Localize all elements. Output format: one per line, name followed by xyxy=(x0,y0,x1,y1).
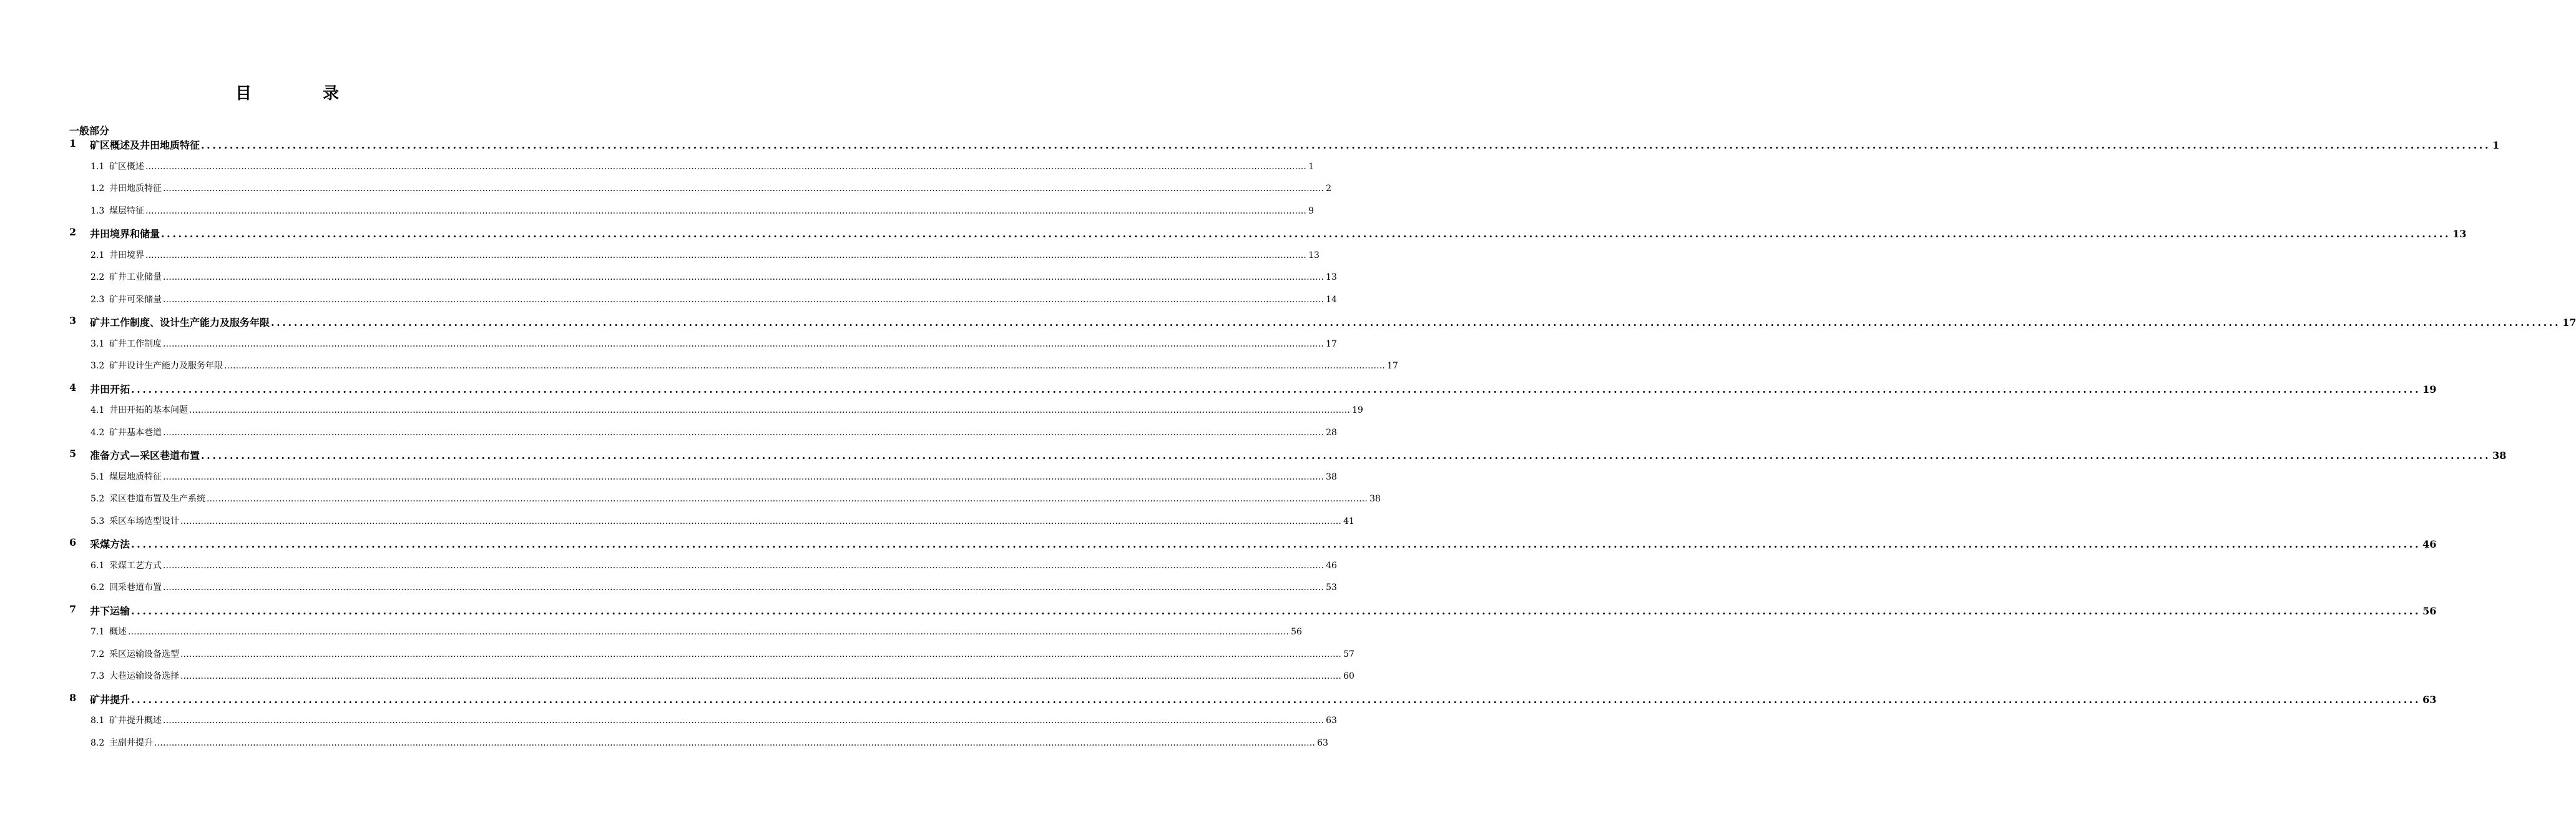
toc-chapter-row[interactable] xyxy=(0,448,2507,462)
toc-page-number: 38 xyxy=(1369,494,1381,504)
toc-entry-number: 4 xyxy=(69,381,77,393)
toc-page-number: 60 xyxy=(1343,671,1354,681)
toc-entry-title: 煤层地质特征 xyxy=(109,471,162,482)
toc-chapter-row[interactable] xyxy=(0,137,2500,152)
toc-entry-number: 1.1 xyxy=(91,161,105,172)
toc-section-row[interactable] xyxy=(0,403,1363,416)
toc-section-row[interactable] xyxy=(0,559,1337,571)
section-heading: 一般部分 xyxy=(69,125,110,137)
toc-dot-leader: ................................................................................................................................................................................................................................................................................................................................................................................................................ xyxy=(163,427,1325,438)
toc-entry-number: 8 xyxy=(69,691,77,704)
toc-page-number: 63 xyxy=(2422,693,2437,706)
toc-entry-title: 概述 xyxy=(109,627,127,637)
toc-page-number: 38 xyxy=(1326,471,1337,482)
toc-chapter-row[interactable] xyxy=(0,381,2437,396)
toc-entry-number: 8.2 xyxy=(91,737,105,748)
toc-page-number: 17 xyxy=(1326,338,1337,349)
toc-section-row[interactable] xyxy=(0,160,1314,172)
toc-section-row[interactable] xyxy=(0,270,1337,283)
toc-entry-title: 主副井提升 xyxy=(109,737,153,748)
toc-dot-leader: ................................................................................................................................................................................................................................................................................................................................................................................................................ xyxy=(161,228,2451,240)
toc-dot-leader: ................................................................................................................................................................................................................................................................................................................................................................................................................ xyxy=(163,338,1325,349)
toc-entry-title: 大巷运输设备选择 xyxy=(109,671,179,681)
toc-entry-title: 矿井设计生产能力及服务年限 xyxy=(109,361,223,371)
toc-entry-number: 2 xyxy=(69,226,77,238)
toc-dot-leader: ................................................................................................................................................................................................................................................................................................................................................................................................................ xyxy=(180,516,1342,526)
toc-entry-number: 7 xyxy=(69,603,77,615)
toc-page-number: 56 xyxy=(2422,604,2437,617)
toc-section-row[interactable] xyxy=(0,736,1328,749)
toc-section-row[interactable] xyxy=(0,492,1381,505)
toc-entry-number: 1.2 xyxy=(91,184,105,194)
toc-entry-number: 6.1 xyxy=(91,560,105,571)
toc-dot-leader: ................................................................................................................................................................................................................................................................................................................................................................................................................ xyxy=(145,250,1307,260)
toc-page-number: 38 xyxy=(2492,450,2507,461)
toc-entry-title: 井田境界和储量 xyxy=(90,228,160,240)
toc-entry-title: 矿区概述 xyxy=(109,161,144,172)
toc-entry-number: 5 xyxy=(69,448,77,460)
toc-entry-number: 6 xyxy=(69,536,77,548)
toc-dot-leader: ................................................................................................................................................................................................................................................................................................................................................................................................................ xyxy=(180,671,1342,681)
toc-entry-number: 1.3 xyxy=(91,205,105,216)
toc-section-row[interactable] xyxy=(0,470,1337,483)
toc-page-number: 13 xyxy=(1308,250,1320,260)
toc-entry-title: 矿井提升概述 xyxy=(109,716,162,726)
toc-page-number: 19 xyxy=(2422,383,2437,395)
toc-dot-leader: ................................................................................................................................................................................................................................................................................................................................................................................................................ xyxy=(207,494,1368,504)
toc-section-row[interactable] xyxy=(0,337,1337,350)
toc-entry-title: 井田地质特征 xyxy=(109,184,162,194)
toc-entry-title: 矿井可采储量 xyxy=(109,294,162,305)
toc-entry-title: 采煤方法 xyxy=(90,538,130,550)
toc-entry-title: 采区运输设备选型 xyxy=(109,649,179,659)
toc-dot-leader: ................................................................................................................................................................................................................................................................................................................................................................................................................ xyxy=(163,560,1325,571)
toc-entry-title: 采区巷道布置及生产系统 xyxy=(109,494,205,504)
toc-section-row[interactable] xyxy=(0,182,1331,194)
toc-entry-number: 6.2 xyxy=(91,583,105,593)
toc-page-number: 63 xyxy=(1317,737,1328,748)
toc-dot-leader: ................................................................................................................................................................................................................................................................................................................................................................................................................ xyxy=(180,649,1342,659)
toc-section-row[interactable] xyxy=(0,625,1302,638)
toc-section-row[interactable] xyxy=(0,714,1337,726)
toc-entry-number: 7.2 xyxy=(91,649,105,659)
toc-entry-number: 2.3 xyxy=(91,294,105,305)
toc-page-number: 9 xyxy=(1308,205,1314,216)
toc-entry-number: 3.1 xyxy=(91,338,105,349)
toc-page-number: 46 xyxy=(1326,560,1337,571)
toc-page-number: 56 xyxy=(1291,627,1302,637)
toc-entry-title: 煤层特征 xyxy=(109,205,144,216)
toc-chapter-row[interactable] xyxy=(0,691,2437,706)
toc-section-row[interactable] xyxy=(0,293,1337,305)
toc-entry-title: 矿区概述及井田地质特征 xyxy=(90,139,200,151)
toc-dot-leader: ................................................................................................................................................................................................................................................................................................................................................................................................................ xyxy=(163,471,1325,482)
toc-entry-title: 井田开拓的基本问题 xyxy=(109,405,188,415)
page-title: 目 录 xyxy=(235,84,366,103)
toc-page-number: 17 xyxy=(2562,317,2576,328)
toc-dot-leader: ................................................................................................................................................................................................................................................................................................................................................................................................................ xyxy=(145,161,1307,172)
toc-dot-leader: ................................................................................................................................................................................................................................................................................................................................................................................................................ xyxy=(131,383,2421,395)
toc-page-number: 41 xyxy=(1343,516,1354,526)
toc-entry-number: 7.3 xyxy=(91,671,105,681)
toc-entry-title: 矿井工作制度、设计生产能力及服务年限 xyxy=(90,317,270,328)
toc-dot-leader: ................................................................................................................................................................................................................................................................................................................................................................................................................ xyxy=(131,604,2421,617)
toc-entry-number: 7.1 xyxy=(91,627,105,637)
toc-entry-title: 井田境界 xyxy=(109,250,144,260)
toc-entry-number: 5.2 xyxy=(91,494,105,504)
toc-entry-number: 4.1 xyxy=(91,405,105,415)
toc-dot-leader: ................................................................................................................................................................................................................................................................................................................................................................................................................ xyxy=(128,627,1290,637)
toc-entry-title: 井田开拓 xyxy=(90,383,130,395)
toc-chapter-row[interactable] xyxy=(0,226,2467,240)
toc-dot-leader: ................................................................................................................................................................................................................................................................................................................................................................................................................ xyxy=(201,450,2491,461)
toc-dot-leader: ................................................................................................................................................................................................................................................................................................................................................................................................................ xyxy=(201,139,2491,151)
toc-dot-leader: ................................................................................................................................................................................................................................................................................................................................................................................................................ xyxy=(163,272,1325,282)
toc-dot-leader: ................................................................................................................................................................................................................................................................................................................................................................................................................ xyxy=(163,716,1325,726)
toc-page-number: 53 xyxy=(1326,583,1337,593)
toc-page-number: 13 xyxy=(1326,272,1337,282)
toc-entry-title: 准备方式—采区巷道布置 xyxy=(90,450,200,461)
toc-entry-number: 8.1 xyxy=(91,716,105,726)
toc-entry-number: 3.2 xyxy=(91,361,105,371)
toc-section-row[interactable] xyxy=(0,669,1354,682)
toc-entry-number: 1 xyxy=(69,137,77,149)
toc-entry-title: 采煤工艺方式 xyxy=(109,560,162,571)
toc-chapter-row[interactable] xyxy=(0,315,2576,329)
toc-section-row[interactable] xyxy=(0,204,1314,217)
toc-entry-title: 矿井提升 xyxy=(90,693,130,706)
toc-entry-number: 4.2 xyxy=(91,427,105,438)
toc-page-number: 46 xyxy=(2422,538,2437,550)
toc-page-number: 2 xyxy=(1326,184,1331,194)
toc-entry-title: 井下运输 xyxy=(90,604,130,617)
toc-page-number: 28 xyxy=(1326,427,1337,438)
toc-dot-leader: ................................................................................................................................................................................................................................................................................................................................................................................................................ xyxy=(163,184,1325,194)
toc-section-row[interactable] xyxy=(0,648,1354,660)
toc-dot-leader: ................................................................................................................................................................................................................................................................................................................................................................................................................ xyxy=(154,737,1316,748)
toc-page-number: 13 xyxy=(2452,228,2467,240)
toc-page-number: 1 xyxy=(1308,161,1314,172)
toc-section-row[interactable] xyxy=(0,515,1354,527)
toc-chapter-row[interactable] xyxy=(0,603,2437,618)
toc-entry-title: 矿井工业储量 xyxy=(109,272,162,282)
toc-section-row[interactable] xyxy=(0,581,1337,593)
toc-dot-leader: ................................................................................................................................................................................................................................................................................................................................................................................................................ xyxy=(145,205,1307,216)
toc-entry-title: 回采巷道布置 xyxy=(109,583,162,593)
toc-section-row[interactable] xyxy=(0,426,1337,438)
toc-page-number: 19 xyxy=(1352,405,1363,415)
toc-entry-title: 矿井基本巷道 xyxy=(109,427,162,438)
toc-dot-leader: ................................................................................................................................................................................................................................................................................................................................................................................................................ xyxy=(163,294,1325,305)
toc-dot-leader: ................................................................................................................................................................................................................................................................................................................................................................................................................ xyxy=(271,317,2561,328)
toc-chapter-row[interactable] xyxy=(0,536,2437,551)
toc-entry-title: 矿井工作制度 xyxy=(109,338,162,349)
toc-dot-leader: ................................................................................................................................................................................................................................................................................................................................................................................................................ xyxy=(131,538,2421,550)
toc-page-number: 14 xyxy=(1326,294,1337,305)
toc-entry-number: 2.1 xyxy=(91,250,105,260)
toc-page-number: 1 xyxy=(2492,139,2500,151)
toc-section-row[interactable] xyxy=(0,359,1398,372)
toc-section-row[interactable] xyxy=(0,249,1320,261)
toc-page-number: 57 xyxy=(1343,649,1354,659)
toc-page-number: 17 xyxy=(1387,361,1398,371)
toc-dot-leader: ................................................................................................................................................................................................................................................................................................................................................................................................................ xyxy=(131,693,2421,706)
toc-entry-number: 5.1 xyxy=(91,471,105,482)
toc-entry-number: 5.3 xyxy=(91,516,105,526)
toc-entry-number: 2.2 xyxy=(91,272,105,282)
toc-entry-number: 3 xyxy=(69,315,77,327)
toc-dot-leader: ................................................................................................................................................................................................................................................................................................................................................................................................................ xyxy=(163,583,1325,593)
toc-entry-title: 采区车场选型设计 xyxy=(109,516,179,526)
toc-dot-leader: ................................................................................................................................................................................................................................................................................................................................................................................................................ xyxy=(189,405,1351,415)
toc-page-number: 63 xyxy=(1326,716,1337,726)
toc-dot-leader: ................................................................................................................................................................................................................................................................................................................................................................................................................ xyxy=(224,361,1386,371)
